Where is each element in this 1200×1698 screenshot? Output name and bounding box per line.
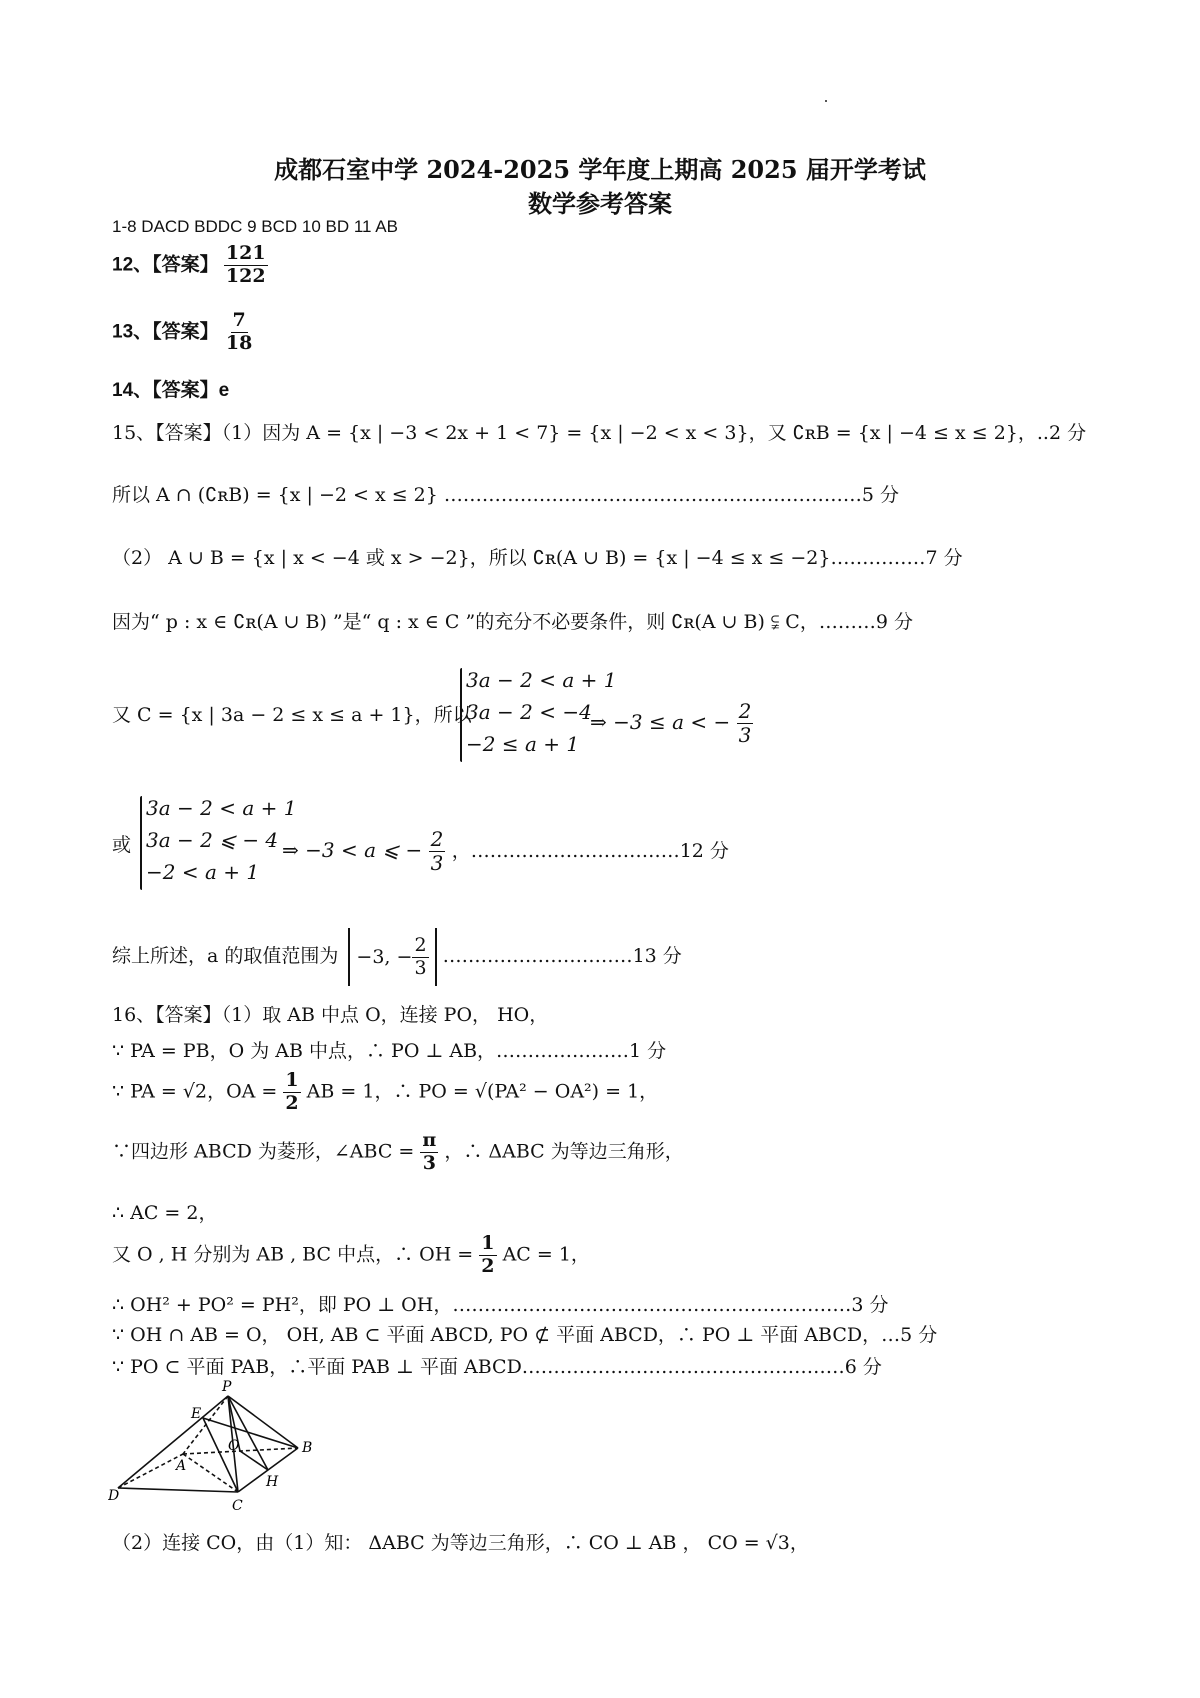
system-1-result — [590, 700, 753, 747]
q15-conclusion-lead: 综上所述，a 的取值范围为 — [112, 945, 339, 967]
q16-line-6-b: AC = 1， — [502, 1243, 590, 1266]
q16-line-8: ∵ OH ∩ AB = O， OH, AB ⊂ 平面 ABCD, PO ⊄ 平面 ABCD，∴ PO ⊥ 平面 ABCD，…5 分 — [112, 1324, 938, 1346]
scan-speck — [825, 100, 827, 102]
range-frac-den: 3 — [414, 956, 427, 979]
range-left: −3, − — [356, 946, 413, 968]
q16-pi-fraction — [420, 1130, 438, 1175]
q16-line-3 — [112, 1070, 658, 1115]
system-1-result-text: ⇒ −3 ≤ a < − — [590, 710, 731, 734]
q16-line-9: ∵ PO ⊂ 平面 PAB，∴平面 PAB ⊥ 平面 ABCD……………………………………………6 分 — [112, 1356, 882, 1378]
label-c: C — [232, 1498, 243, 1514]
system-2-frac-num: 2 — [430, 827, 444, 851]
q16-line-7: ∴ OH² + PO² = PH²，即 PO ⊥ OH，………………………………………………………3 分 — [112, 1294, 889, 1316]
q12-fraction — [224, 243, 268, 288]
q12-answer — [112, 243, 268, 288]
q16-oh-fraction — [479, 1233, 496, 1278]
label-a: A — [176, 1458, 187, 1474]
label-h: H — [266, 1474, 279, 1490]
system-1-frac-num: 2 — [738, 699, 752, 723]
label-e: E — [191, 1406, 202, 1422]
label-d: D — [108, 1488, 120, 1504]
q16-line-5: ∴ AC = 2， — [112, 1202, 218, 1224]
exam-title: 成都石室中学 2024-2025 学年度上期高 2025 届开学考试 — [274, 155, 926, 184]
q12-label: 12、【答案】 — [112, 254, 219, 276]
system-2-frac-den: 3 — [430, 851, 444, 875]
system-1-row-2: 3a − 2 < −4 — [466, 700, 592, 724]
range-fraction — [412, 935, 428, 980]
q13-fraction — [224, 310, 254, 355]
system-2-brace — [140, 796, 142, 890]
label-p: P — [222, 1379, 232, 1395]
edge-da — [118, 1454, 183, 1488]
q15-line-3: （2） A ∪ B = {x | x < −4 或 x > −2}，所以 ∁ʀ(A ∪ B) = {x | −4 ≤ x ≤ −2}……………7 分 — [112, 547, 963, 569]
q13-answer — [112, 310, 254, 355]
q15-conclusion-tail: …………………………13 分 — [442, 945, 682, 967]
q12-denominator: 122 — [225, 264, 266, 287]
edge-pd — [118, 1396, 228, 1488]
q15-line-5-lead: 又 C = {x | 3a − 2 ≤ x ≤ a + 1}，所以 — [112, 704, 472, 726]
label-o: O — [228, 1438, 240, 1454]
system-2-fraction — [429, 828, 446, 875]
segment-eb — [203, 1418, 298, 1448]
system-2-tail: ，……………………………12 分 — [451, 840, 729, 862]
q16-pi-num: π — [422, 1129, 437, 1151]
q16-oh-den: 2 — [481, 1254, 495, 1277]
choice-answers: 1-8 DACD BDDC 9 BCD 10 BD 11 AB — [112, 217, 398, 236]
range-bracket — [348, 928, 436, 986]
q16-line-4-b: ，∴ ΔABC 为等边三角形， — [444, 1140, 684, 1163]
q16-line-6 — [112, 1233, 590, 1278]
q14-answer: 14、【答案】e — [112, 380, 230, 401]
segment-oh — [240, 1451, 268, 1470]
q12-numerator: 121 — [225, 242, 266, 264]
q16-half-fraction — [283, 1070, 300, 1115]
system-2-row-3: −2 < a + 1 — [146, 860, 260, 884]
segment-ec — [203, 1418, 238, 1492]
q16-pi-den: 3 — [422, 1151, 436, 1174]
range-frac-num: 2 — [414, 933, 427, 956]
exam-subtitle: 数学参考答案 — [528, 189, 672, 218]
system-2-result — [282, 828, 729, 875]
q16-oh-num: 1 — [481, 1232, 495, 1254]
q16-half-den: 2 — [285, 1091, 299, 1114]
system-1-row-3: −2 ≤ a + 1 — [466, 732, 580, 756]
q16-line-1: 16、【答案】（1）取 AB 中点 O，连接 PO， HO， — [112, 1004, 549, 1026]
q15-line-4: 因为“ p : x ∈ ∁ʀ(A ∪ B) ”是“ q : x ∈ C ”的充分不必要条件，则 ∁ʀ(A ∪ B) ⫋ C，………9 分 — [112, 611, 913, 633]
q13-label: 13、【答案】 — [112, 321, 219, 343]
q16-line-6-a: 又 O , H 分别为 AB , BC 中点，∴ OH = — [112, 1243, 474, 1266]
q16-line-3-a: ∵ PA = √2，OA = — [112, 1080, 278, 1103]
system-1-fraction — [737, 700, 754, 747]
system-2-row-1: 3a − 2 < a + 1 — [146, 796, 297, 820]
system-1-brace — [460, 668, 462, 762]
q16-half-num: 1 — [285, 1069, 299, 1091]
q16-line-10: （2）连接 CO，由（1）知： ΔABC 为等边三角形，∴ CO ⊥ AB ， CO = √3， — [112, 1532, 809, 1554]
system-1-frac-den: 3 — [738, 723, 752, 747]
q13-denominator: 18 — [225, 331, 253, 354]
q15-line-6-lead: 或 — [112, 834, 132, 856]
q15-line-2: 所以 A ∩ (∁ʀB) = {x | −2 < x ≤ 2} …………………………………………………………5 分 — [112, 484, 900, 506]
q16-line-2: ∵ PA = PB，O 为 AB 中点，∴ PO ⊥ AB，…………………1 分 — [112, 1040, 667, 1062]
system-1-row-1: 3a − 2 < a + 1 — [466, 668, 617, 692]
q15-line-7 — [112, 928, 682, 986]
q16-line-4-a: ∵四边形 ABCD 为菱形，∠ABC = — [112, 1140, 415, 1163]
pyramid-figure — [108, 1378, 338, 1518]
q16-line-3-b: AB = 1，∴ PO = √(PA² − OA²) = 1， — [306, 1080, 659, 1103]
system-2-row-2: 3a − 2 ⩽ − 4 — [146, 828, 279, 852]
edge-dc — [118, 1488, 238, 1492]
q15-line-1: 15、【答案】（1）因为 A = {x | −3 < 2x + 1 < 7} = {x | −2 < x < 3}，又 ∁ʀB = {x | −4 ≤ x ≤ 2}，..2 分 — [112, 422, 1087, 444]
q13-numerator: 7 — [232, 309, 246, 331]
label-b: B — [302, 1440, 313, 1456]
system-2-result-text: ⇒ −3 < a ⩽ − — [282, 838, 423, 862]
q16-line-4 — [112, 1130, 684, 1175]
